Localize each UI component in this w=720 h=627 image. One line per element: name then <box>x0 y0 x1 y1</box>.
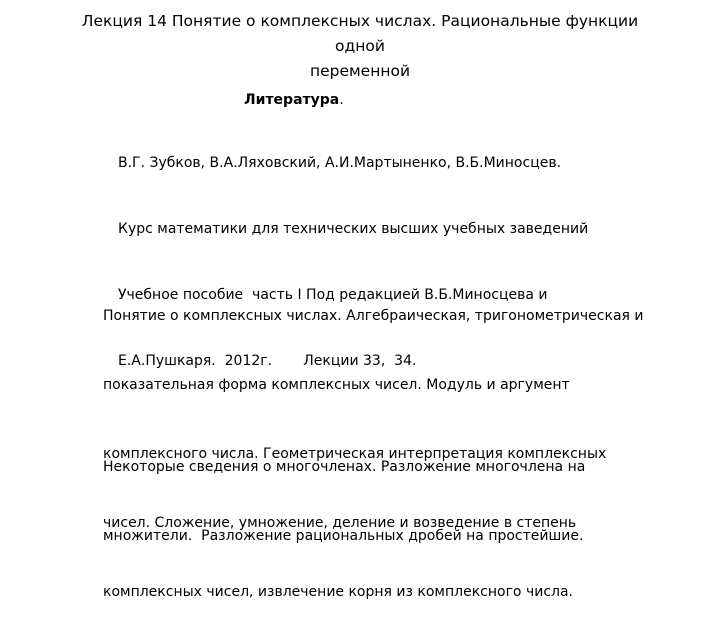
literature-line: Курс математики для технических высших учебных заведений <box>118 221 589 237</box>
literature-heading <box>244 90 344 110</box>
topic-line: Некоторые сведения о многочленах. Разложение многочлена на <box>103 459 586 475</box>
topic-line: множители. Разложение рациональных дробей на простейшие. <box>103 528 584 544</box>
lecture-title-line-2: переменной <box>309 62 411 80</box>
literature-heading-text: Литература <box>244 92 340 108</box>
topic-line: комплексных чисел, извлечение корня из комплексного числа. <box>103 584 573 600</box>
topic-line: Понятие о комплексных числах. Алгебраическая, тригонометрическая и <box>103 308 644 324</box>
topic-line: показательная форма комплексных чисел. Модуль и аргумент <box>103 377 570 393</box>
literature-heading-period: . <box>339 92 344 108</box>
polynomials-topics <box>103 410 585 571</box>
literature-line: Учебное пособие часть I Под редакцией В.Б.Миносцева и <box>118 287 548 303</box>
literature-line: Е.А.Пушкаря. 2012г. Лекции 33, 34. <box>118 353 417 369</box>
topic-line: чисел. Сложение, умножение, деление и возведение в степень <box>103 515 577 531</box>
lecture-title-line-1: Лекция 14 Понятие о комплексных числах. Рациональные функции одной <box>81 12 639 55</box>
lecture-title <box>60 9 660 84</box>
topic-line: комплексного числа. Геометрическая интерпретация комплексных <box>103 446 607 462</box>
literature-line: В.Г. Зубков, В.А.Ляховский, А.И.Мартыненко, В.Б.Миносцев. <box>118 155 562 171</box>
